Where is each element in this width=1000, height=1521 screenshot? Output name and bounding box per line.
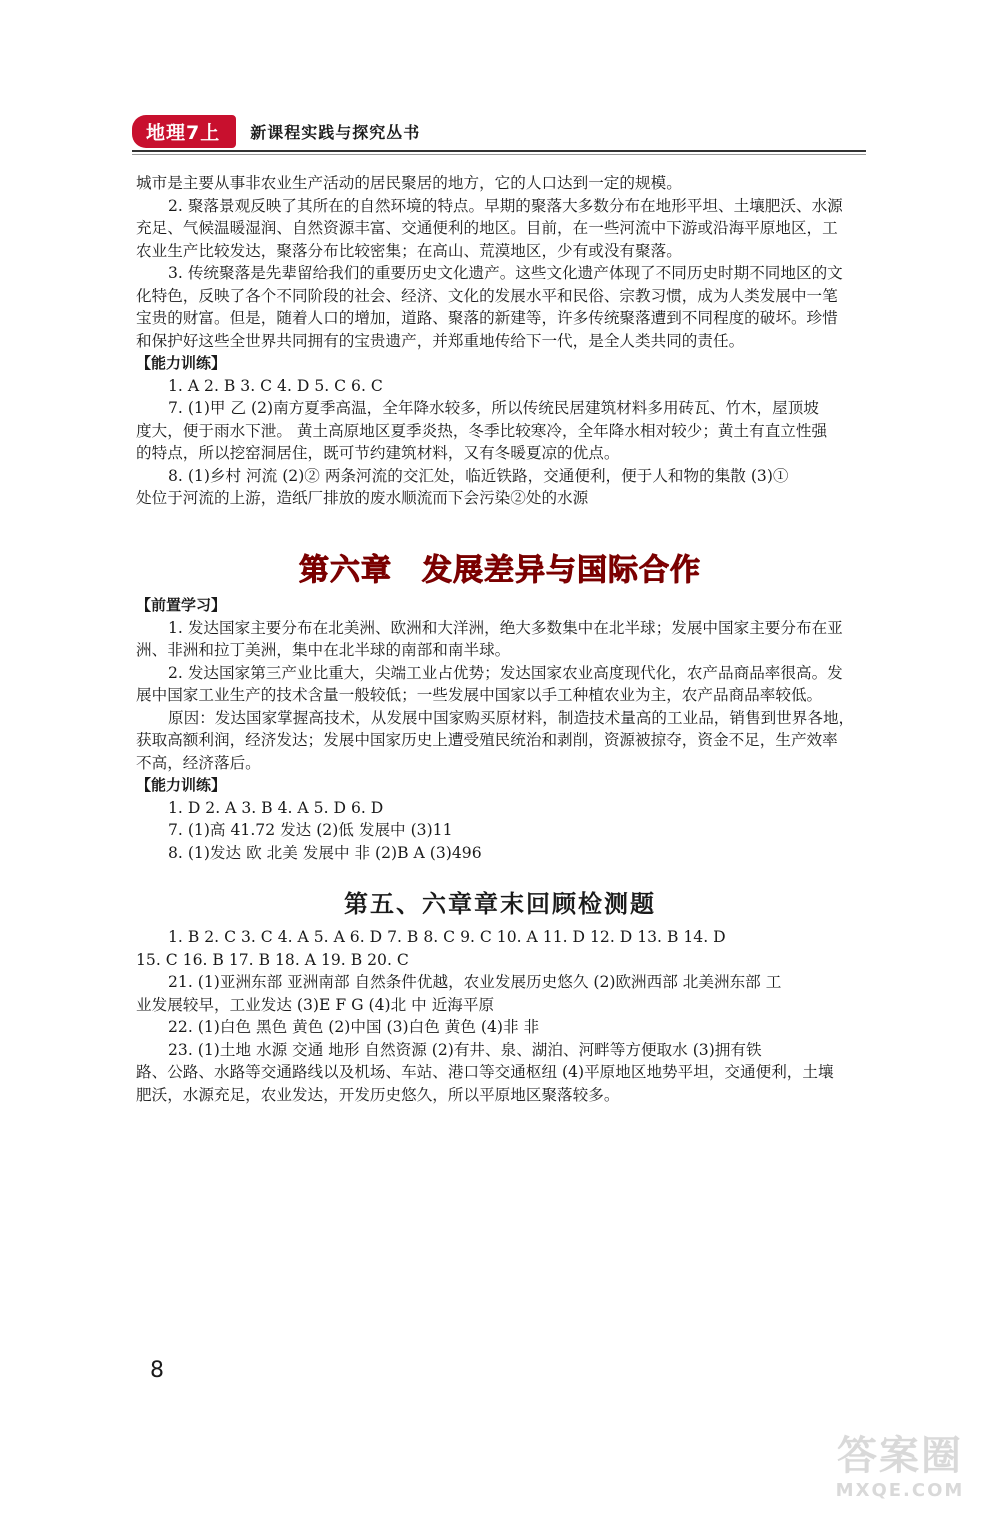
section-review bbox=[136, 926, 920, 1106]
answer-line: 1. B 2. C 3. C 4. A 5. A 6. D 7. B 8. C 9. C 10. A 11. D 12. D 13. B 14. D bbox=[168, 928, 726, 946]
answer-line: 15. C 16. B 17. B 18. A 19. B 20. C bbox=[136, 950, 409, 969]
header-rule-thin bbox=[132, 154, 866, 155]
text-line: 农业生产比较发达，聚落分布比较密集；在高山、荒漠地区，少有或没有聚落。 bbox=[136, 241, 682, 260]
text-line: 不高，经济落后。 bbox=[136, 753, 261, 772]
chapter-name: 发展差异与国际合作 bbox=[422, 553, 701, 588]
review-title: 第五、六章章末回顾检测题 bbox=[344, 889, 656, 918]
text-line: 洲、非洲和拉丁美洲，集中在北半球的南部和南半球。 bbox=[136, 641, 511, 659]
text-line: 和保护好这些全世界共同拥有的宝贵遗产，并郑重地传给下一代，是全人类共同的责任。 bbox=[136, 331, 745, 350]
text-line: 原因：发达国家掌握高技术，从发展中国家购买原材料，制造技术量高的工业品，销售到世界各地， bbox=[168, 708, 855, 727]
answer-line: 度大，便于雨水下泄。 黄土高原地区夏季炎热，冬季比较寒冷，全年降水相对较少；黄土有直立性强 bbox=[136, 421, 828, 440]
answer-line: 7. (1)甲 乙 (2)南方夏季高温，全年降水较多，所以传统民居建筑材料多用砖瓦、竹木，屋顶坡 bbox=[168, 399, 819, 417]
section-heading: 【前置学习】 bbox=[136, 596, 227, 614]
answer-line: 8. (1)发达 欧 北美 发展中 非 (2)B A (3)496 bbox=[168, 843, 482, 862]
text-line: 1. 发达国家主要分布在北美洲、欧洲和大洋洲，绝大多数集中在北半球；发展中国家主要分布在亚 bbox=[168, 618, 843, 637]
answer-line: 22. (1)白色 黑色 黄色 (2)中国 (3)白色 黄色 (4)非 非 bbox=[168, 1018, 540, 1036]
section-settlements bbox=[136, 172, 920, 510]
watermark-url: MXQE.COM bbox=[835, 1480, 965, 1501]
text-line: 展中国家工业生产的技术含量一般较低；一些发展中国家以手工种植农业为主，农产品商品率较低。 bbox=[136, 686, 823, 704]
chapter-title bbox=[0, 545, 1000, 589]
answer-line: 肥沃，水源充足，农业发达，开发历史悠久，所以平原地区聚落较多。 bbox=[136, 1085, 620, 1104]
running-header bbox=[132, 114, 420, 148]
section-heading: 【能力训练】 bbox=[136, 776, 227, 794]
text-line: 2. 聚落景观反映了其所在的自然环境的特点。早期的聚落大多数分布在地形平坦、土壤肥沃、水源 bbox=[168, 196, 843, 215]
header-rule bbox=[132, 150, 866, 152]
watermark bbox=[810, 1432, 990, 1516]
text-line: 3. 传统聚落是先辈留给我们的重要历史文化遗产。这些文化遗产体现了不同历史时期不同地区的文 bbox=[168, 264, 843, 282]
chapter-number: 第六章 bbox=[299, 553, 392, 588]
text-line: 充足、气候温暖湿润、自然资源丰富、交通便利的地区。目前，在一些河流中下游或沿海平原地区，工 bbox=[136, 219, 838, 237]
answer-line: 7. (1)高 41.72 发达 (2)低 发展中 (3)11 bbox=[168, 821, 453, 839]
answer-line: 路、公路、水路等交通路线以及机场、车站、港口等交通枢纽 (4)平原地区地势平坦，交通便利，土壤 bbox=[136, 1063, 834, 1081]
page-number: 8 bbox=[150, 1358, 164, 1383]
answer-line: 业发展较早，工业发达 (3)E F G (4)北 中 近海平原 bbox=[136, 995, 495, 1014]
section-heading: 【能力训练】 bbox=[136, 354, 227, 372]
text-line: 获取高额利润，经济发达；发展中国家历史上遭受殖民统治和剥削，资源被掠夺，资金不足，生产效率 bbox=[136, 731, 838, 749]
answer-line: 的特点，所以挖窑洞居住，既可节约建筑材料，又有冬暖夏凉的优点。 bbox=[136, 444, 620, 462]
section-development bbox=[136, 594, 920, 864]
answer-line: 1. D 2. A 3. B 4. A 5. D 6. D bbox=[168, 798, 384, 817]
answer-line: 23. (1)土地 水源 交通 地形 自然资源 (2)有井、泉、湖泊、河畔等方便取水 (3)拥有铁 bbox=[168, 1040, 762, 1059]
text-line: 2. 发达国家第三产业比重大，尖端工业占优势；发达国家农业高度现代化，农产品商品率很高。发 bbox=[168, 663, 843, 682]
answer-line: 1. A 2. B 3. C 4. D 5. C 6. C bbox=[168, 376, 383, 395]
watermark-logo: 答案圈 bbox=[837, 1433, 963, 1479]
text-line: 宝贵的财富。但是，随着人口的增加，道路、聚落的新建等，许多传统聚落遭到不同程度的破坏。珍惜 bbox=[136, 309, 838, 327]
subject-badge: 地理7上 bbox=[132, 115, 236, 148]
answer-line: 8. (1)乡村 河流 (2)② 两条河流的交汇处，临近铁路，交通便利，便于人和物的集散 (3)① bbox=[168, 466, 789, 485]
answer-line: 21. (1)亚洲东部 亚洲南部 自然条件优越，农业发展历史悠久 (2)欧洲西部 北美洲东部 工 bbox=[168, 973, 782, 991]
text-line: 化特色，反映了各个不同阶段的社会、经济、文化的发展水平和民俗、宗教习惯，成为人类发展中一笔 bbox=[136, 286, 838, 305]
answer-line: 处位于河流的上游，造纸厂排放的废水顺流而下会污染②处的水源 bbox=[136, 489, 589, 507]
series-title: 新课程实践与探究丛书 bbox=[250, 122, 421, 142]
text-line: 城市是主要从事非农业生产活动的居民聚居的地方，它的人口达到一定的规模。 bbox=[136, 174, 682, 192]
